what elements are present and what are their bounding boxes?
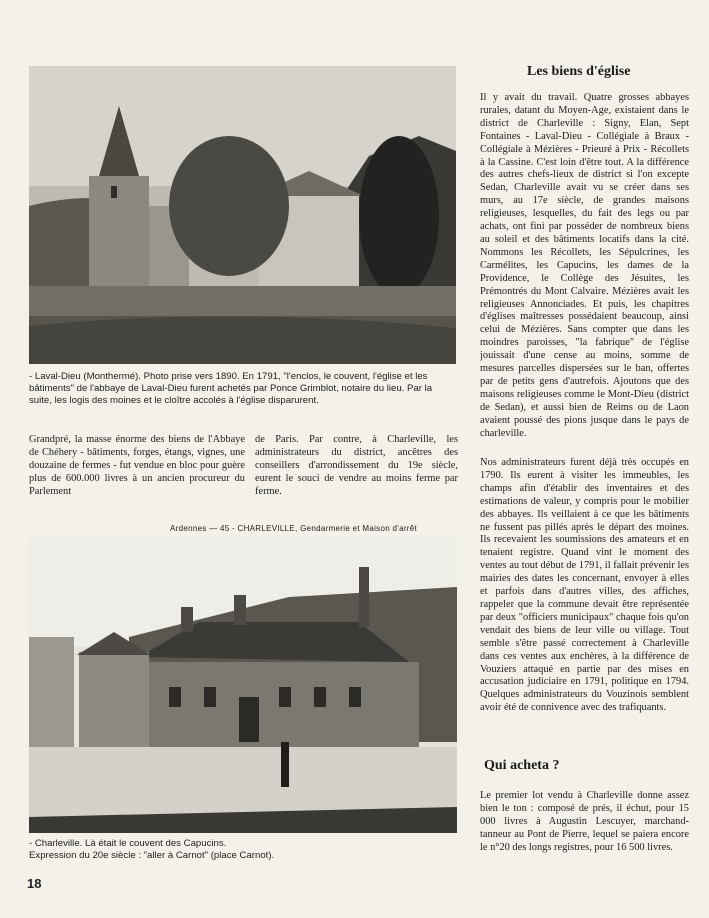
biens-eglise-paragraph-1: Il y avait du travail. Quatre grosses abbayes rurales, datant du Moyen-Age, existaient dans le district de Charleville : Signy, Elan, Sept Fontaines - Laval-Dieu - Collégiale à Braux - Collégiale à Mézières - Prieuré à Prix - Récollets à la Cassine. C'est loin d'être tout. A la différence des autres chefs-lieux de district si l'on excepte Sedan, Charleville avait vu se créer dans ses murs, au 17e siècle, de grandes maisons religieuses, lesquelles, du fait des legs ou par achats, ont fini par posséder de nombreux biens au soleil et des bâtiments locatifs dans la cité. Nommons les Récollets, les Sépulcrines, les Carmélites, les Capucins, les dames de la Providence, le Collège des Jésuites, les Prémontrés du Mont Calvaire. Mézières avait les religieuses Annonciades. Et puis, les chapitres d'églises maîtresses possédaient beaucoup, ainsi celui de Mézières. Sans compter que dans les moindres paroisses, "la fabrique" de l'église jouissait d'une cense au moins, somme de mesures parcelles dispersées sur le ban, offertes par de petits gens d'autrefois. Ajoutons que des maisons religieuses comme le Mont-Dieu (district de Sedan), et aussi bien de Reims ou de Laon avaient poussé des pions jusque dans le pays de charleville. [480, 92, 689, 439]
photo-laval-dieu [29, 66, 456, 364]
qui-acheta-paragraph-1: Le premier lot vendu à Charleville donne assez bien le ton : composé de prés, il échut, pour 15 000 livres à Augustin Lescuyer, marchand-tanneur au Pont de Pierre, lequel se paiera encore le n°20 des longs registres, pour 16 500 livres. [480, 790, 689, 853]
postcard-printed-label: Ardennes — 45 - CHARLEVILLE, Gendarmerie et Maison d'arrêt [170, 524, 418, 533]
left-column-paragraph-2: de Paris. Par contre, à Charleville, les administrateurs du district, ancêtres des conseillers d'arrondissement du 19e siècle, eurent le souci de vendre au moins ferme par ferme. [255, 434, 458, 497]
photo-charleville-caption-line-1: - Charleville. Là était le couvent des Capucins. [29, 838, 227, 849]
photo-laval-dieu-caption: - Laval-Dieu (Monthermé). Photo prise vers 1890. En 1791, "l'enclos, le couvent, l'église et les bâtiments" de l'abbaye de Laval-Dieu furent achetés par Ponce Grimblot, notaire du lieu. Par la suite, les logis des moines et le cloître accolés à l'église disparurent. [29, 371, 433, 406]
photo-charleville [29, 537, 457, 833]
left-column-paragraph-1: Grandpré, la masse énorme des biens de l'Abbaye de Chéhery - bâtiments, forges, étangs, vignes, une douzaine de fermes - fut vendue en bloc pour guère plus de 600.000 livres à un ancien procureur du Parlement [29, 434, 245, 497]
section-title-qui-acheta: Qui acheta ? [484, 758, 560, 773]
charleville-image [29, 537, 457, 833]
section-title-biens-eglise: Les biens d'église [527, 64, 631, 79]
photo-charleville-caption-line-2: Expression du 20e siècle : "aller à Carnot" (place Carnot). [29, 850, 275, 861]
laval-dieu-image [29, 66, 456, 364]
biens-eglise-paragraph-2: Nos administrateurs furent déjà très occupés en 1790. Ils eurent à visiter les immeubles, les champs afin d'établir des inventaires et des estimations de valeur, y compris pour le mobilier des abbayes. Ils veillaient à ce que les bâtiments ne fussent pas pillés après le départ des moines. Ils recevaient les soumissions des amateurs et en tenaient registre. Quand vint le moment des ventes au tout début de 1791, il fallait prévenir les mairies des dates les concernant, envoyer à elles et parfois dans d'autres villes, des affiches, rappeler que la commune devait être représentée par deux "officiers municipaux" chaque fois qu'on vendait des biens de leur ville ou village. Tout semble s'être passé correctement à Charleville dans ces ventes aux enchères, à la différence de Vouziers attaqué en partie par des mises en accusation judiciaire en 1791, politique en 1794. Quelques administrateurs du Vouzinois semblent avoir été de connivence avec des trafiquants. [480, 457, 689, 714]
page-number: 18 [27, 876, 42, 891]
